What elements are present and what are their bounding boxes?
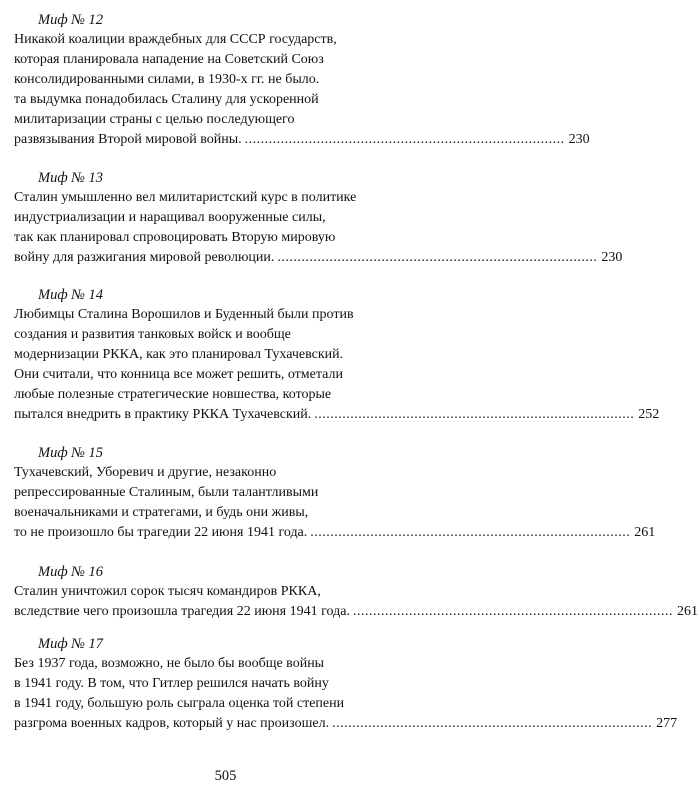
entry-text-line: пытался внедрить в практику РККА Тухачевский. [14,407,312,422]
entry-page-number: 261 [634,525,656,540]
entry-page-number: 252 [638,407,660,422]
dot-leader: ................................................................................ [314,407,635,422]
toc-entry-myth-14 [14,285,660,425]
entry-text-line: репрессированные Сталиным, были талантливыми [14,485,319,500]
dot-leader: ................................................................................ [332,716,653,731]
entry-text-line: Они считали, что конница все может решить, отметали [14,367,343,382]
entry-text-line: развязывания Второй мировой войны. [14,132,242,147]
entry-last-line [14,523,656,543]
entry-text-line: которая планировала нападение на Советский Союз [14,52,324,67]
entry-last-line [14,602,698,622]
toc-entry-myth-17 [14,634,678,734]
entry-heading: Миф № 17 [38,636,104,652]
entry-heading: Миф № 12 [38,12,104,28]
entry-text-line: в 1941 году, большую роль сыграла оценка той степени [14,696,345,711]
entry-last-line [14,248,623,268]
entry-last-line [14,130,590,150]
entry-text-line: вследствие чего произошла трагедия 22 июня 1941 года. [14,604,350,619]
entry-text-line: создания и развития танковых войск и вообще [14,327,291,342]
entry-text-line: Никакой коалиции враждебных для СССР государств, [14,32,337,47]
toc-entry-myth-12 [14,10,590,150]
entry-text-line: Любимцы Сталина Ворошилов и Буденный были против [14,307,354,322]
entry-text-line: модернизации РККА, как это планировал Тухачевский. [14,347,344,362]
entry-heading: Миф № 13 [38,170,104,186]
entry-text-line: в 1941 году. В том, что Гитлер решился начать войну [14,676,329,691]
dot-leader: ................................................................................ [310,525,631,540]
entry-text-line: военачальниками и стратегами, и будь они живы, [14,505,309,520]
page-number: 505 [214,768,237,784]
entry-text-line: милитаризации страны с целью последующего [14,112,295,127]
entry-text-line: индустриализации и наращивал вооруженные силы, [14,210,326,225]
entry-text-line: Сталин умышленно вел милитаристский курс в политике [14,190,357,205]
entry-text-line: разгрома военных кадров, который у нас произошел. [14,716,330,731]
entry-page-number: 261 [676,604,698,619]
entry-text-line: та выдумка понадобилась Сталину для ускоренной [14,92,319,107]
entry-text-line: Сталин уничтожил сорок тысяч командиров РККА, [14,584,321,599]
entry-page-number: 230 [601,250,623,265]
entry-last-line [14,405,660,425]
dot-leader: ................................................................................ [277,250,598,265]
entry-heading: Миф № 15 [38,445,104,461]
entry-page-number: 277 [656,716,678,731]
toc-entry-myth-16 [14,562,698,622]
entry-text-line: то не произошло бы трагедии 22 июня 1941 года. [14,525,308,540]
entry-text-line: консолидированными силами, в 1930-х гг. не было. [14,72,320,87]
toc-entry-myth-13 [14,168,623,268]
entry-heading: Миф № 14 [38,287,104,303]
entry-text-line: так как планировал спровоцировать Вторую мировую [14,230,336,245]
entry-text-line: Без 1937 года, возможно, не было бы вообще войны [14,656,325,671]
entry-heading: Миф № 16 [38,564,104,580]
entry-text-line: любые полезные стратегические новшества, которые [14,387,332,402]
dot-leader: ................................................................................ [352,604,673,619]
entry-text-line: войну для разжигания мировой революции. [14,250,275,265]
toc-entry-myth-15 [14,443,656,543]
dot-leader: ................................................................................ [244,132,565,147]
entry-text-line: Тухачевский, Уборевич и другие, незаконно [14,465,277,480]
entry-page-number: 230 [568,132,590,147]
entry-last-line [14,714,678,734]
